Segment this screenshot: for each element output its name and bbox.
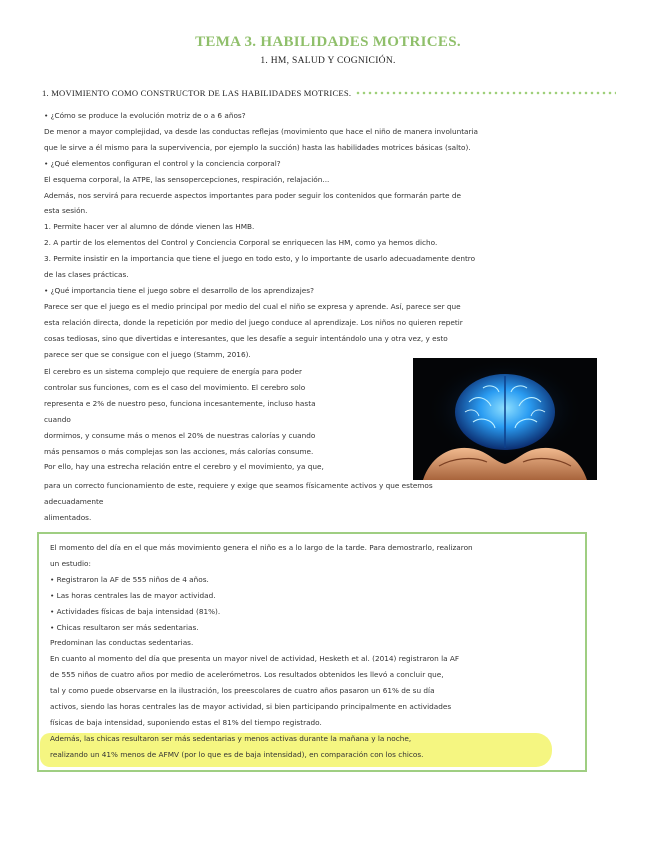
page-subtitle: 1. HM, SALUD Y COGNICIÓN.	[260, 56, 396, 66]
text-line: El esquema corporal, la ATPE, las sensopercepciones, respiración, relajación...	[44, 174, 330, 184]
section-heading-row	[42, 88, 616, 98]
brain-paragraph	[44, 364, 404, 475]
text-line: representa e 2% de nuestro peso, funciona incesantemente, incluso hasta	[44, 398, 316, 408]
text-line: En cuanto al momento del día que presenta un mayor nivel de actividad, Hesketh et al. (2014) registraron la AF	[50, 654, 460, 664]
text-line: El momento del día en el que más movimiento genera el niño es a lo largo de la tarde. Para demostrarlo, realizaron	[50, 543, 473, 552]
text-line: Parece ser que el juego es el medio principal por medio del cual el niño se expresa y aprende. Así, parece ser que	[44, 301, 461, 311]
brain-paragraph-continued	[44, 478, 564, 526]
text-line: más pensamos o más complejas son las acciones, más calorías consume.	[44, 446, 314, 456]
text-line: de 555 niños de cuatro años por medio de acelerómetros. Los resultados obtenidos les llevó a concluir que,	[50, 670, 444, 680]
text-line: realizando un 41% menos de AFMV (por lo que es de baja intensidad), en comparación con los chicos.	[50, 749, 424, 759]
text-line: esta sesión.	[44, 206, 88, 216]
text-line: • Las horas centrales las de mayor actividad.	[50, 590, 216, 600]
text-line: Además, nos servirá para recuerde aspectos importantes para poder seguir los contenidos que formarán parte de	[44, 190, 461, 200]
text-line: 3. Permite insistir en la importancia que tiene el juego en todo esto, y lo importante de usarlo adecuadamente dentro	[44, 254, 476, 264]
text-line: Además, las chicas resultaron ser más sedentarias y menos activas durante la mañana y la noche,	[50, 733, 412, 743]
text-line: dormimos, y consume más o menos el 20% de nuestras calorías y cuando	[44, 430, 316, 440]
text-line: Por ello, hay una estrecha relación entre el cerebro y el movimiento, ya que,	[44, 462, 324, 472]
text-line: controlar sus funciones, com es el caso del movimiento. El cerebro solo	[44, 382, 306, 392]
text-line: cosas tediosas, sino que divertidas e interesantes, que les desafíe a seguir intentándolo una y otra vez, y esto	[44, 333, 448, 343]
text-line: • Actividades físicas de baja intensidad (81%).	[50, 606, 221, 616]
text-line: activos, siendo las horas centrales las de mayor actividad, si bien participando principalmente en actividades	[50, 702, 452, 712]
text-line: • ¿Qué importancia tiene el juego sobre el desarrollo de los aprendizajes?	[44, 285, 314, 295]
text-line: un estudio:	[50, 558, 91, 568]
text-line: 1. Permite hacer ver al alumno de dónde vienen las HMB.	[44, 222, 255, 232]
text-line: que le sirve a él mismo para la supervivencia, por ejemplo la succión) hasta las habilidades motrices básicas (salto).	[44, 142, 471, 152]
text-line: Predominan las conductas sedentarias.	[50, 638, 194, 648]
text-line: • Chicas resultaron ser más sedentarias.	[50, 622, 199, 632]
text-line: adecuadamente	[44, 496, 104, 506]
text-line: • ¿Qué elementos configuran el control y la conciencia corporal?	[44, 158, 281, 168]
section-heading: 1. MOVIMIENTO COMO CONSTRUCTOR DE LAS HABILIDADES MOTRICES.	[42, 88, 352, 98]
brain-in-hands-icon	[413, 358, 597, 480]
text-line: para un correcto funcionamiento de este, requiere y exige que seamos físicamente activos y que estemos	[44, 481, 433, 490]
text-line: esta relación directa, donde la repetición por medio del juego conduce al aprendizaje. Los niños no quieren repetir	[44, 317, 463, 327]
body-text	[44, 108, 592, 363]
text-line: De menor a mayor complejidad, va desde las conductas reflejas (movimiento que hace el niño de manera involuntaria	[44, 126, 479, 136]
dotted-rule	[355, 91, 616, 95]
text-line: 2. A partir de los elementos del Control y Conciencia Corporal se enriquecen las HM, como ya hemos dicho.	[44, 238, 438, 248]
text-line: • ¿Cómo se produce la evolución motriz de o a 6 años?	[44, 111, 246, 120]
study-box-text	[50, 540, 580, 763]
text-line: alimentados.	[44, 512, 92, 522]
text-line: El cerebro es un sistema complejo que requiere de energía para poder	[44, 367, 302, 376]
page-title: TEMA 3. HABILIDADES MOTRICES.	[195, 34, 461, 50]
text-line: cuando	[44, 414, 71, 424]
text-line: tal y como puede observarse en la ilustración, los preescolares de cuatro años pasaron un 61% de su día	[50, 686, 435, 696]
text-line: parece ser que se consigue con el juego (Stamm, 2016).	[44, 349, 251, 359]
text-line: físicas de baja intensidad, suponiendo estas el 81% del tiempo registrado.	[50, 717, 322, 727]
brain-in-hands-image	[413, 358, 597, 480]
text-line: • Registraron la AF de 555 niños de 4 años.	[50, 574, 209, 584]
text-line: de las clases prácticas.	[44, 270, 129, 280]
